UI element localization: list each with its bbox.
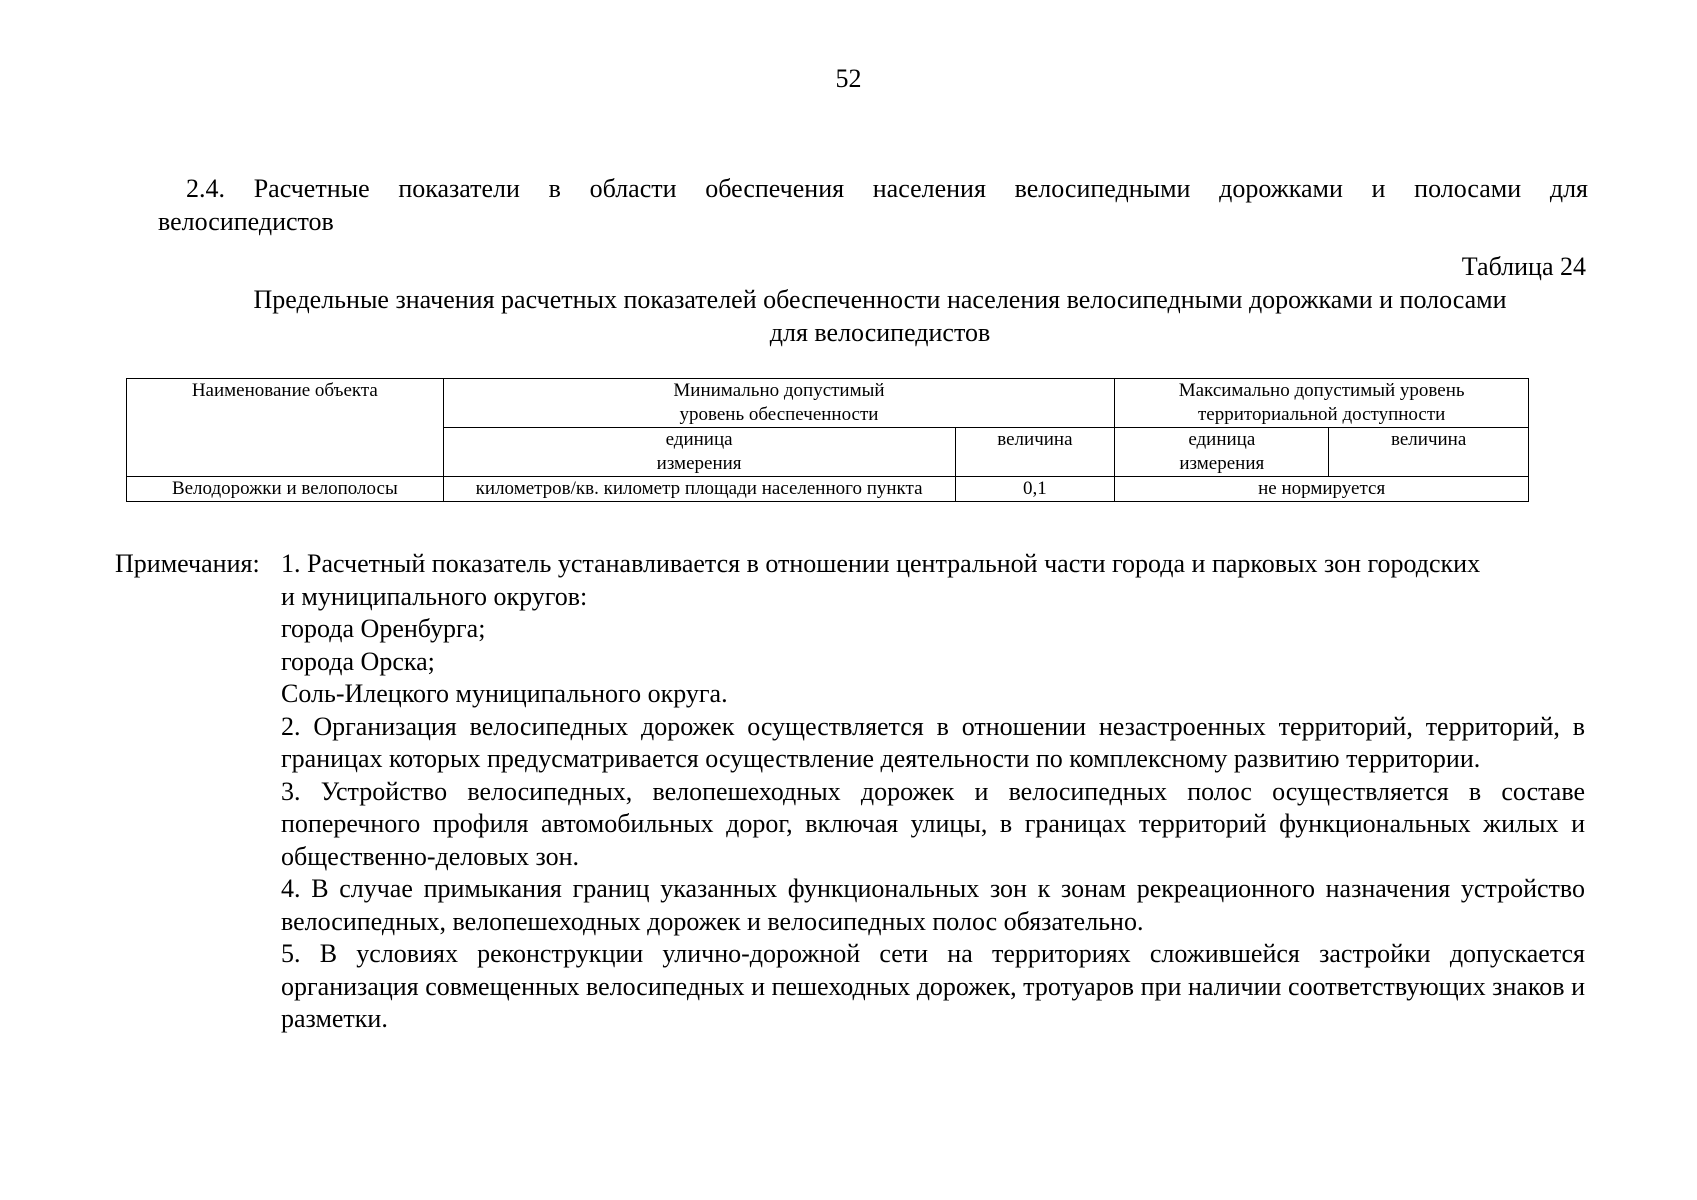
section-heading	[158, 172, 1588, 238]
note-4: 4. В случае примыкания границ указанных функциональных зон к зонам рекреационного назначения устройство велосипедных, велопешеходных дорожек и велосипедных полос обязательно.	[281, 874, 1585, 936]
section-heading-line2: велосипедистов	[158, 207, 334, 236]
note-1-first-line	[115, 548, 1585, 581]
notes	[115, 548, 1585, 1036]
header-object-name: Наименование объекта	[127, 379, 444, 477]
table-number: Таблица 24	[1461, 252, 1586, 281]
table-row	[127, 477, 1529, 502]
page-number: 52	[835, 64, 862, 93]
table-header-row	[127, 379, 1529, 428]
note-1-line1: 1. Расчетный показатель устанавливается в отношении центральной части города и парковых зон городских	[281, 549, 1481, 578]
note-3: 3. Устройство велосипедных, велопешеходных дорожек и велосипедных полос осуществляется в составе поперечного профиля автомобильных дорог, включая улицы, в границах территорий функциональных жилых и общественно-деловых зон.	[281, 776, 1585, 871]
note-1-line2: и муниципального округов:	[281, 581, 588, 611]
header-max-value: величина	[1329, 428, 1529, 477]
row-value: 0,1	[955, 477, 1115, 502]
header-max-level: Максимально допустимый уровень территориальной доступности	[1115, 379, 1529, 428]
note-2: 2. Организация велосипедных дорожек осуществляется в отношении незастроенных территорий, территорий, в границах которых предусматривается осуществление деятельности по комплексному развитию территории.	[281, 711, 1585, 773]
note-1-city-1: города Оренбурга;	[281, 614, 486, 643]
header-max-unit: единица измерения	[1115, 428, 1329, 477]
row-max: не нормируется	[1115, 477, 1529, 502]
header-min-value: величина	[955, 428, 1115, 477]
norms-table	[126, 378, 1529, 502]
note-1-city-2: города Орска;	[281, 646, 435, 676]
section-heading-line1: 2.4. Расчетные показатели в области обеспечения населения велосипедными дорожками и полосами для	[186, 174, 1588, 203]
row-name: Велодорожки и велополосы	[127, 477, 444, 502]
header-min-level: Минимально допустимый уровень обеспеченности	[443, 379, 1115, 428]
table-title	[190, 283, 1570, 349]
notes-label: Примечания:	[115, 549, 260, 578]
table-title-line2: для велосипедистов	[769, 318, 991, 347]
table-title-line1: Предельные значения расчетных показателей обеспеченности населения велосипедными дорожками и полосами	[253, 285, 1507, 314]
note-1-city-3: Соль-Илецкого муниципального округа.	[281, 679, 728, 708]
row-unit: километров/кв. километр площади населенного пункта	[443, 477, 955, 502]
note-5: 5. В условиях реконструкции улично-дорожной сети на территориях сложившейся застройки допускается организация совмещенных велосипедных и пешеходных дорожек, тротуаров при наличии соответствующих знаков и разметки.	[281, 939, 1585, 1033]
header-min-unit: единица измерения	[443, 428, 955, 477]
